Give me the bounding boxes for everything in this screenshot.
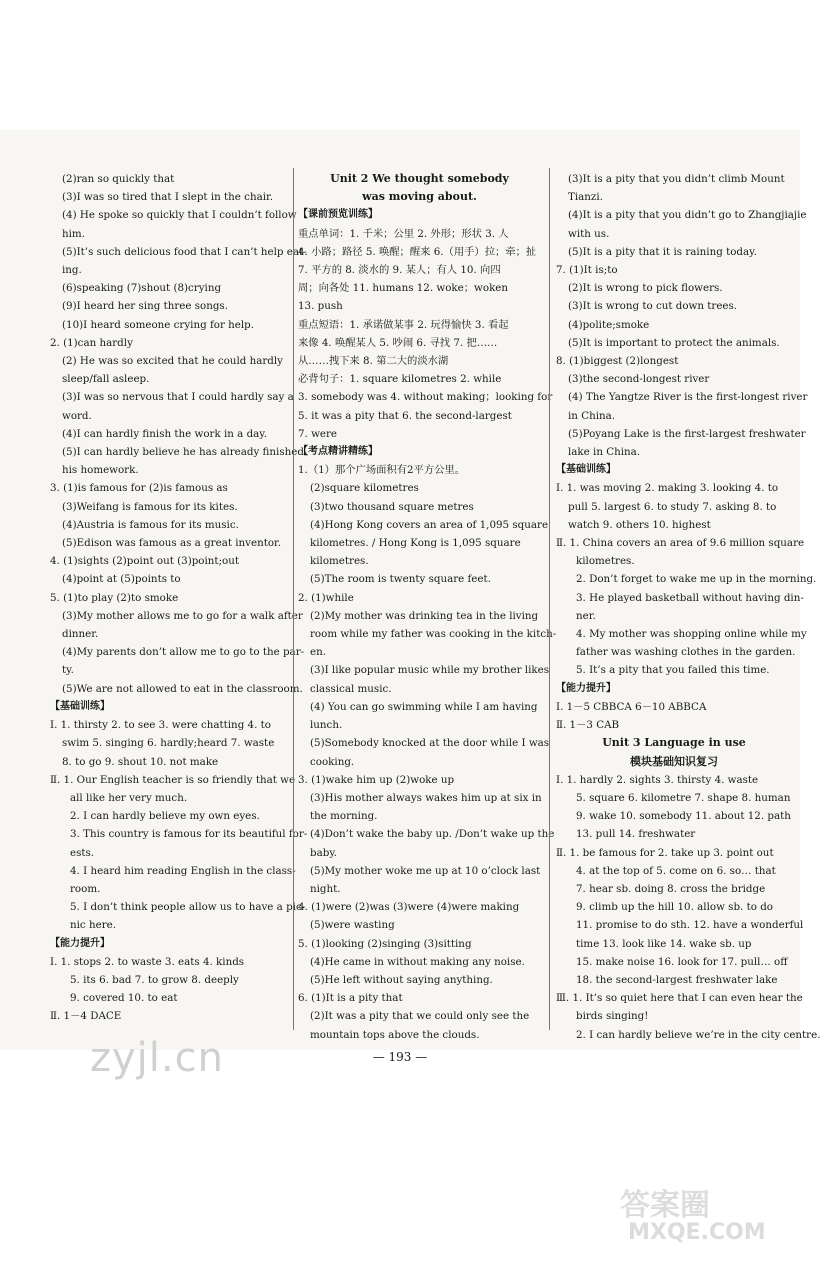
answer-line: dinner. <box>62 628 99 641</box>
answer-line: (3)I was so nervous that I could hardly say a <box>62 391 294 404</box>
answer-line: with us. <box>568 227 610 240</box>
answer-line: (5)I can hardly believe he has already finished <box>62 446 304 459</box>
answer-line: Ⅰ. 1. hardly 2. sights 3. thirsty 4. waste <box>556 773 759 786</box>
unit-title: Unit 3 Language in use <box>602 736 746 750</box>
answer-line: 4. at the top of 5. come on 6. so… that <box>576 864 776 877</box>
answer-line: 9. climb up the hill 10. allow sb. to do <box>576 901 773 914</box>
answer-line: (4)He came in without making any noise. <box>310 955 525 968</box>
answer-line: 13. pull 14. freshwater <box>576 828 696 841</box>
answer-line: 7. hear sb. doing 8. cross the bridge <box>576 882 766 895</box>
answer-line: (3)two thousand square metres <box>310 500 474 513</box>
answer-line: (4) The Yangtze River is the first-longest river <box>568 391 808 404</box>
answer-line: (5)My mother woke me up at 10 o’clock last <box>310 864 541 877</box>
answer-line: 7. (1)It is;to <box>556 264 618 277</box>
section-heading: 【能力提升】 <box>50 937 110 949</box>
answer-line: the morning. <box>310 810 378 823</box>
answer-line: (2)It is wrong to pick flowers. <box>568 282 723 295</box>
answer-line: Ⅱ. 1－4 DACE <box>50 1010 122 1023</box>
answer-line: (4) He spoke so quickly that I couldn’t follow <box>62 209 297 222</box>
answer-line: father was washing clothes in the garden. <box>576 646 796 659</box>
answer-line: Ⅰ. 1. was moving 2. making 3. looking 4. to <box>556 482 779 495</box>
answer-line: baby. <box>310 846 338 859</box>
answer-line: word. <box>62 409 92 422</box>
answer-line: 8. to go 9. shout 10. not make <box>62 755 219 768</box>
answer-line: 4. I heard him reading English in the class- <box>70 864 296 877</box>
answer-line: (5)were wasting <box>310 919 395 932</box>
section-heading: 【基础训练】 <box>556 464 616 476</box>
answer-line: ty. <box>62 664 74 677</box>
answer-line: night. <box>310 882 341 895</box>
column-right <box>556 170 820 1044</box>
answer-line: 6. (1)It is a pity that <box>298 992 403 1005</box>
answer-line: (3)My mother allows me to go for a walk after <box>62 609 303 622</box>
answer-line: (5)Edison was famous as a great inventor. <box>62 537 282 550</box>
answer-line: birds singing! <box>576 1010 649 1023</box>
answer-line: 3. somebody was 4. without making；looking for <box>298 391 553 404</box>
answer-line: 5. it was a pity that 6. the second-largest <box>298 409 512 422</box>
answer-line: (3)I was so tired that I slept in the chair. <box>62 191 274 204</box>
answer-line: (3)It is a pity that you didn’t climb Mount <box>568 173 785 185</box>
answer-line: (5)Poyang Lake is the first-largest freshwater <box>568 427 806 440</box>
answer-line: (3)the second-longest river <box>568 373 710 386</box>
answer-line: (3)It is wrong to cut down trees. <box>568 300 738 313</box>
section-heading: 【基础训练】 <box>50 700 110 712</box>
answer-line: nic here. <box>70 919 116 932</box>
answer-line: kilometres. <box>310 555 369 568</box>
answer-line: (2)My mother was drinking tea in the living <box>310 609 539 622</box>
answer-line: cooking. <box>310 755 355 768</box>
answer-line: kilometres. <box>576 555 635 568</box>
unit-title: was moving about. <box>362 190 477 204</box>
answer-line: 4. (1)sights (2)point out (3)point;out <box>50 555 240 568</box>
answer-line: mountain tops above the clouds. <box>310 1028 480 1041</box>
answer-line: 11. promise to do sth. 12. have a wonderful <box>576 919 804 932</box>
answer-line: 18. the second-largest freshwater lake <box>576 973 778 986</box>
answer-line: 2. I can hardly believe my own eyes. <box>70 810 260 823</box>
column-left <box>50 170 308 1026</box>
answer-line: 2. Don’t forget to wake me up in the morning. <box>576 573 817 586</box>
answer-line: him. <box>62 227 85 240</box>
answer-line: (5)It is important to protect the animals. <box>568 336 780 349</box>
answer-line: 3. (1)wake him up (2)woke up <box>298 773 455 786</box>
answer-line: 5. I don’t think people allow us to have a pic- <box>70 901 306 914</box>
answer-line: 5. its 6. bad 7. to grow 8. deeply <box>70 973 239 986</box>
answer-line: lunch. <box>310 719 343 732</box>
answer-line: 4. My mother was shopping online while my <box>576 628 807 641</box>
answer-line: 9. wake 10. somebody 11. about 12. path <box>576 810 791 823</box>
answer-line: kilometres. / Hong Kong is 1,095 square <box>310 537 521 550</box>
answer-line: ests. <box>70 846 95 859</box>
answer-line: his homework. <box>62 464 139 477</box>
answer-line: 5. square 6. kilometre 7. shape 8. human <box>576 791 791 804</box>
answer-line: 13. push <box>298 300 343 313</box>
answer-line: (3)I like popular music while my brother likes <box>310 664 550 677</box>
answer-line: watch 9. others 10. highest <box>568 518 711 531</box>
answer-line: 2. I can hardly believe we’re in the city centre. <box>576 1028 820 1041</box>
answer-line: 1.（1）那个广场面积有2平方公里。 <box>298 464 466 477</box>
answer-line: Ⅰ. 1. thirsty 2. to see 3. were chatting 4. to <box>50 719 271 732</box>
answer-line: (4) You can go swimming while I am having <box>310 700 538 713</box>
watermark-logo: MXQE.COM <box>628 1220 766 1245</box>
answer-line: Ⅰ. 1－5 CBBCA 6－10 ABBCA <box>556 700 707 713</box>
answer-line: (2) He was so excited that he could hardly <box>62 355 283 368</box>
column-middle <box>298 170 557 1044</box>
section-heading: 【课前预览训练】 <box>298 209 378 221</box>
answer-line: 3. He played basketball without having din- <box>576 591 804 604</box>
answer-line: en. <box>310 646 326 659</box>
answer-line: 15. make noise 16. look for 17. pull… off <box>576 955 788 968</box>
answer-line: (2)square kilometres <box>310 482 419 495</box>
answer-line: (4)point at (5)points to <box>62 573 181 586</box>
column-divider <box>549 168 550 1030</box>
answer-line: (5)It’s such delicious food that I can’t help eat- <box>62 245 307 258</box>
answer-line: pull 5. largest 6. to study 7. asking 8. to <box>568 500 777 513</box>
answer-line: 5. (1)looking (2)singing (3)sitting <box>298 937 472 950</box>
answer-line: 7. were <box>298 427 338 440</box>
answer-line: 重点单词：1. 千米；公里 2. 外形；形状 3. 人 <box>298 227 509 240</box>
answer-line: (10)I heard someone crying for help. <box>62 318 255 331</box>
watermark-logo: zyjl.cn <box>90 1035 224 1081</box>
answer-line: (5)We are not allowed to eat in the classroom. <box>62 682 303 695</box>
answer-line: Tianzi. <box>568 191 603 204</box>
answer-line: (2)It was a pity that we could only see the <box>310 1010 530 1023</box>
answer-line: (4)My parents don’t allow me to go to the par- <box>62 646 305 659</box>
answer-line: (6)speaking (7)shout (8)crying <box>62 282 222 295</box>
answer-line: (4)Austria is famous for its music. <box>62 518 239 531</box>
answer-line: 4. 小路；路径 5. 唤醒；醒来 6.（用手）拉；牵；扯 <box>298 245 537 258</box>
answer-line: 3. This country is famous for its beautiful for- <box>70 828 308 841</box>
answer-line: all like her very much. <box>70 791 188 804</box>
answer-line: sleep/fall asleep. <box>62 373 150 386</box>
answer-line: (4)Hong Kong covers an area of 1,095 square <box>310 518 549 531</box>
answer-line: ing. <box>62 264 82 277</box>
answer-line: 2. (1)can hardly <box>50 336 133 349</box>
answer-line: (4)Don’t wake the baby up. /Don’t wake up the <box>310 828 555 841</box>
answer-line: (3)Weifang is famous for its kites. <box>62 500 238 513</box>
answer-line: swim 5. singing 6. hardly;heard 7. waste <box>62 737 275 750</box>
answer-line: time 13. look like 14. wake sb. up <box>576 937 752 950</box>
answer-line: ner. <box>576 609 596 622</box>
page-number: — 193 — <box>372 1050 428 1064</box>
answer-line: 重点短语：1. 承诺做某事 2. 玩得愉快 3. 看起 <box>298 318 509 331</box>
answer-line: in China. <box>568 409 616 422</box>
answer-line: Ⅰ. 1. stops 2. to waste 3. eats 4. kinds <box>50 955 245 968</box>
section-heading: 【考点精讲精练】 <box>298 446 378 458</box>
answer-line: (3)His mother always wakes him up at six in <box>310 791 542 804</box>
answer-line: 周；向各处 11. humans 12. woke；woken <box>298 282 509 295</box>
answer-line: classical music. <box>310 682 392 695</box>
answer-line: 7. 平方的 8. 淡水的 9. 某人；有人 10. 向四 <box>298 264 501 277</box>
section-heading: 【能力提升】 <box>556 682 616 694</box>
answer-line: 9. covered 10. to eat <box>70 992 178 1005</box>
answer-line: room while my father was cooking in the kitch- <box>310 628 557 641</box>
answer-line: 2. (1)while <box>298 591 354 604</box>
answer-line: (9)I heard her sing three songs. <box>62 300 228 313</box>
answer-line: 5. It’s a pity that you failed this time. <box>576 664 770 677</box>
answer-line: 8. (1)biggest (2)longest <box>556 355 679 368</box>
answer-line: 5. (1)to play (2)to smoke <box>50 591 179 604</box>
unit-title: 模块基础知识复习 <box>630 754 718 768</box>
answer-page <box>0 130 820 1050</box>
answer-line: 必背句子：1. square kilometres 2. while <box>298 373 502 386</box>
answer-line: (2)ran so quickly that <box>62 173 175 185</box>
answer-line: 3. (1)is famous for (2)is famous as <box>50 482 228 495</box>
answer-line: 4. (1)were (2)was (3)were (4)were making <box>298 901 520 914</box>
answer-line: Ⅱ. 1－3 CAB <box>556 719 620 732</box>
answer-line: 从……拽下来 8. 第二大的淡水湖 <box>298 355 449 368</box>
answer-line: room. <box>70 882 101 895</box>
answer-line: Ⅲ. 1. It’s so quiet here that I can even hear the <box>556 992 803 1005</box>
answer-line: Ⅱ. 1. Our English teacher is so friendly that we <box>50 773 296 786</box>
answer-line: (5)He left without saying anything. <box>310 973 493 986</box>
watermark-logo: 答案圈 <box>620 1188 710 1223</box>
answer-line: Ⅱ. 1. be famous for 2. take up 3. point out <box>556 846 774 859</box>
answer-line: (5)It is a pity that it is raining today. <box>568 245 757 258</box>
answer-line: 来像 4. 唤醒某人 5. 吵闹 6. 寻找 7. 把…… <box>298 336 498 349</box>
answer-line: (5)Somebody knocked at the door while I was <box>310 737 550 750</box>
unit-title: Unit 2 We thought somebody <box>330 172 509 185</box>
answer-line: (4)polite;smoke <box>568 318 650 331</box>
answer-line: Ⅱ. 1. China covers an area of 9.6 million square <box>556 537 805 550</box>
answer-line: (4)I can hardly finish the work in a day. <box>62 427 268 440</box>
answer-line: lake in China. <box>568 446 641 459</box>
answer-line: (4)It is a pity that you didn’t go to Zhangjiajie <box>568 209 807 222</box>
answer-line: (5)The room is twenty square feet. <box>310 573 491 586</box>
column-divider <box>293 168 294 1030</box>
